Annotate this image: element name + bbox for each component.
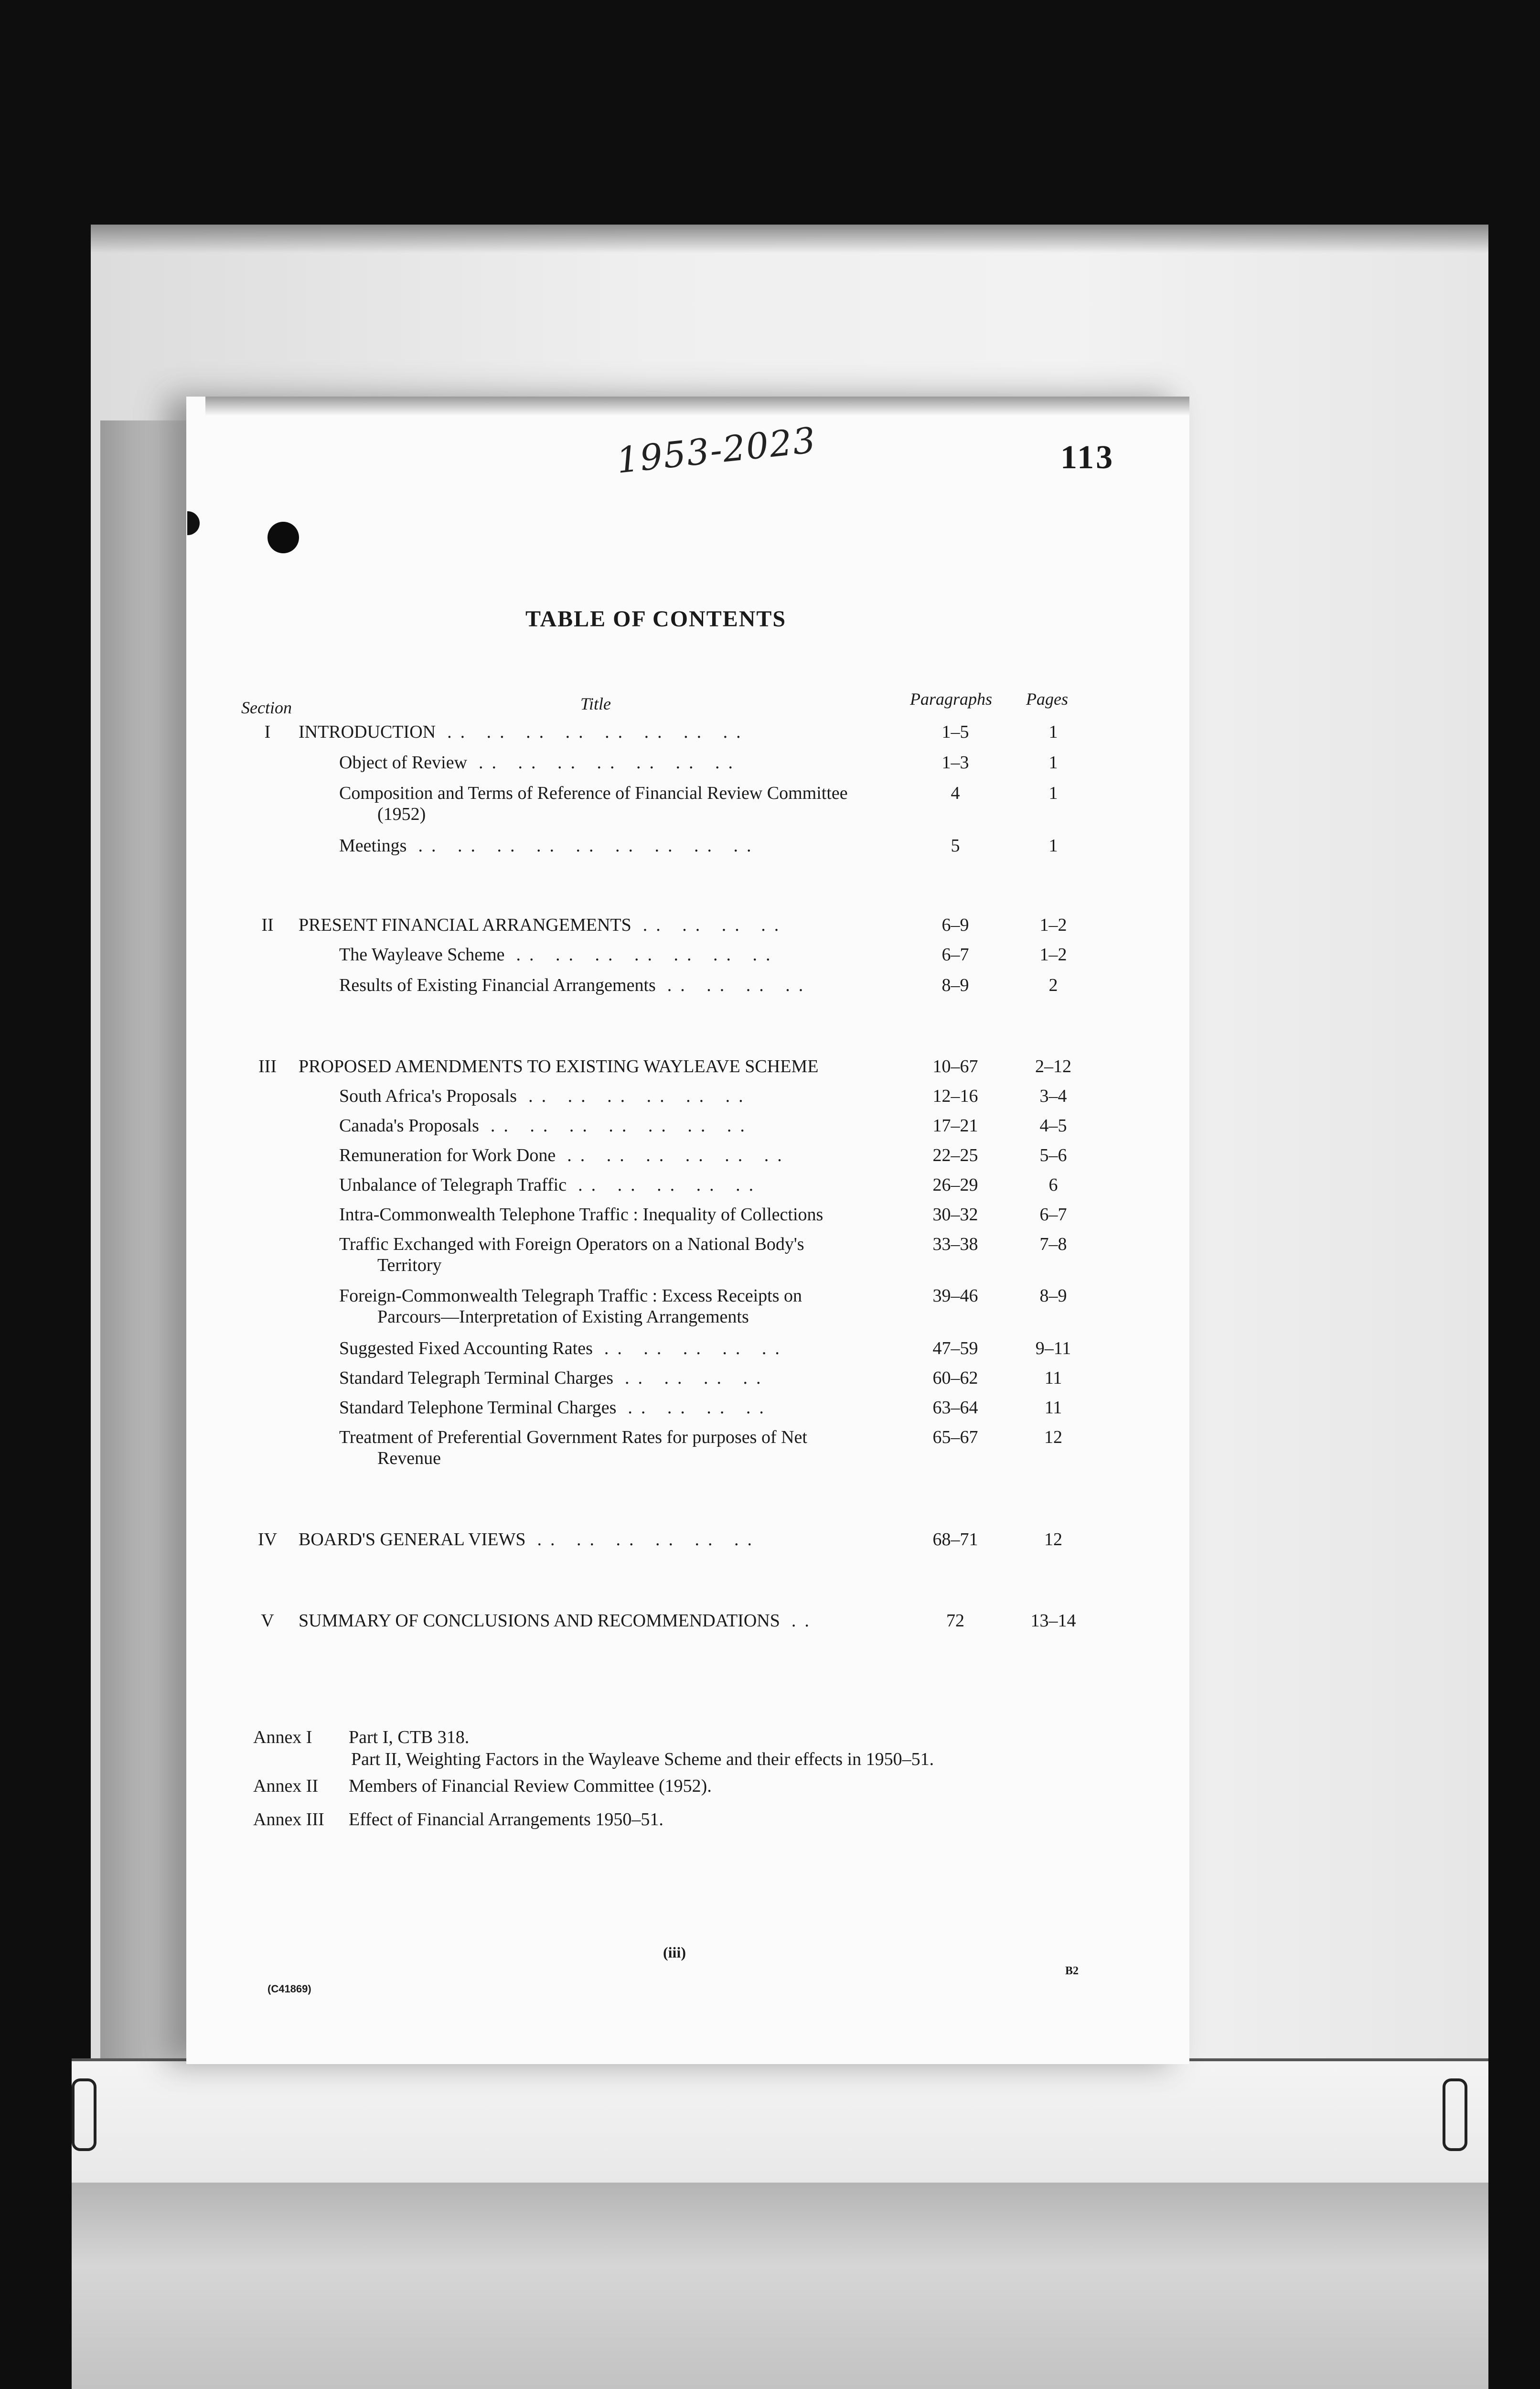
toc-section-number: II [261,915,274,935]
toc-pages: 11 [1044,1368,1062,1388]
binder-clip-left-icon [72,2078,96,2151]
annex-text: Members of Financial Review Committee (1952). [349,1776,712,1796]
annex-label: Annex I [253,1727,312,1747]
dot-leader: .. .. .. .. [625,1368,770,1388]
dot-leader: .. .. .. .. .. .. [567,1145,791,1165]
toc-section-number: IV [257,1529,278,1550]
dot-leader: .. .. .. .. .. .. [528,1086,752,1106]
toc-entry-title-text: Unbalance of Telegraph Traffic [339,1175,567,1195]
toc-section-number: III [258,1056,277,1076]
toc-entry-title-text: Treatment of Preferential Government Rates for purposes of Net [339,1427,807,1447]
toc-entry-title-text: INTRODUCTION [299,722,436,742]
toc-paragraphs: 39–46 [932,1286,978,1306]
handwritten-reference: 1953-2023 [614,420,819,482]
mount-bottom-strip [72,2058,1488,2185]
column-header-section: Section [241,698,292,717]
toc-paragraphs: 1–3 [941,753,969,773]
annex-label: Annex II [253,1776,319,1796]
toc-title: TABLE OF CONTENTS [525,606,787,632]
column-header-paragraphs: Paragraphs [910,689,993,709]
toc-entry-title-text: The Wayleave Scheme [339,945,505,965]
toc-entry-title-text: Standard Telephone Terminal Charges [339,1398,617,1418]
toc-pages: 12 [1044,1427,1062,1447]
toc-pages: 11 [1044,1398,1062,1418]
toc-pages: 8–9 [1039,1286,1067,1306]
toc-paragraphs: 72 [946,1611,964,1631]
column-header-title: Title [580,694,611,713]
toc-entry-title-text: PROPOSED AMENDMENTS TO EXISTING WAYLEAVE SCHEME [299,1056,819,1076]
page-top-shadow [205,397,1189,416]
punch-hole-icon [267,522,299,553]
toc-paragraphs: 17–21 [932,1116,978,1136]
folio: (iii) [663,1944,686,1961]
toc-entry-title-continuation: Territory [377,1255,442,1275]
annex-text: Part I, CTB 318. [349,1727,470,1747]
dot-leader: .. [791,1611,818,1631]
toc-paragraphs: 47–59 [932,1338,978,1358]
toc-paragraphs: 30–32 [932,1205,978,1225]
toc-paragraphs: 12–16 [932,1086,978,1106]
annex-entry [253,1809,663,1830]
toc-paragraphs: 1–5 [941,722,969,742]
toc-paragraphs: 6–9 [941,915,969,935]
toc-entry-title [339,1285,946,1327]
annex-entry [253,1727,469,1748]
toc-paragraphs: 33–38 [932,1234,978,1254]
toc-entry-title-text: Results of Existing Financial Arrangements [339,975,656,995]
toc-entry-title [339,975,946,996]
toc-pages: 1 [1048,722,1058,742]
toc-paragraphs: 26–29 [932,1175,978,1195]
toc-pages: 4–5 [1039,1116,1067,1136]
dot-leader: .. .. .. .. [667,975,812,995]
toc-entry-title-text: Meetings [339,836,407,856]
toc-pages: 1 [1048,836,1058,856]
toc-pages: 1–2 [1039,915,1067,935]
dot-leader: .. .. .. .. .. [578,1175,762,1195]
toc-entry-title [299,1529,948,1550]
toc-pages: 7–8 [1039,1234,1067,1254]
toc-entry-title [339,1427,946,1469]
dot-leader: .. .. .. .. .. .. .. .. .. [418,836,760,856]
toc-entry-title [339,1338,946,1359]
toc-entry-title-text: Standard Telegraph Terminal Charges [339,1368,614,1388]
dot-leader: .. .. .. .. [628,1398,772,1418]
page-number: 113 [1060,439,1115,476]
toc-entry-title [339,1367,946,1388]
toc-entry-title-text: BOARD'S GENERAL VIEWS [299,1529,526,1550]
toc-pages: 6–7 [1039,1205,1067,1225]
toc-section-number: I [264,722,271,742]
toc-pages: 6 [1048,1175,1058,1195]
toc-entry-title-text: Composition and Terms of Reference of Financial Review Committee [339,783,848,803]
mount-shadow [91,225,1488,253]
dot-leader: .. .. .. .. .. .. .. [516,945,779,965]
toc-entry-title-text: Remuneration for Work Done [339,1145,556,1165]
signature-mark: B2 [1065,1965,1079,1977]
binder-clip-right-icon [1443,2078,1467,2151]
dot-leader: .. .. .. .. .. .. [537,1529,761,1550]
toc-pages: 1–2 [1039,945,1067,965]
toc-pages: 1 [1048,753,1058,773]
toc-entry-title [339,752,946,773]
toc-paragraphs: 10–67 [932,1056,978,1076]
toc-paragraphs: 5 [951,836,960,856]
toc-entry-title-text: South Africa's Proposals [339,1086,517,1106]
toc-entry-title [339,1086,946,1107]
toc-entry-title [339,1145,946,1166]
toc-entry-title-continuation: Revenue [377,1448,441,1468]
annex-text: Effect of Financial Arrangements 1950–51. [349,1809,663,1829]
toc-entry-title [299,1056,948,1077]
toc-entry-title [299,721,948,743]
annex-text-line2: Part II, Weighting Factors in the Wayleave Scheme and their effects in 1950–51. [351,1749,934,1769]
toc-entry-title [339,1397,946,1418]
toc-pages: 13–14 [1030,1611,1076,1631]
toc-paragraphs: 4 [951,783,960,803]
toc-pages: 9–11 [1035,1338,1071,1358]
toc-entry-title [339,1204,946,1225]
toc-entry-title [339,1115,946,1136]
toc-paragraphs: 22–25 [932,1145,978,1165]
toc-paragraphs: 8–9 [941,975,969,995]
toc-entry-title-text: Suggested Fixed Accounting Rates [339,1338,593,1358]
annex-entry [253,1776,712,1797]
print-code: (C41869) [267,1983,311,1995]
toc-paragraphs: 65–67 [932,1427,978,1447]
toc-entry-title-continuation: (1952) [377,804,426,824]
toc-entry-title-text: PRESENT FINANCIAL ARRANGEMENTS [299,915,631,935]
toc-entry-title [339,944,946,965]
toc-entry-title [299,915,948,936]
dot-leader: .. .. .. .. .. .. .. [490,1116,753,1136]
toc-entry-title [299,1610,948,1631]
toc-paragraphs: 60–62 [932,1368,978,1388]
toc-entry-title-text: Intra-Commonwealth Telephone Traffic : Inequality of Collections [339,1205,823,1225]
dot-leader: .. .. .. .. [642,915,788,935]
toc-entry-title [339,1234,946,1276]
toc-entry-title [339,783,946,825]
dot-leader: .. .. .. .. .. .. .. .. [447,722,749,742]
toc-entry-title-text: Canada's Proposals [339,1116,479,1136]
toc-entry-title-text: Object of Review [339,753,468,773]
annex-label: Annex III [253,1809,324,1829]
toc-pages: 5–6 [1039,1145,1067,1165]
toc-paragraphs: 6–7 [941,945,969,965]
toc-entry-title-text: Foreign-Commonwealth Telegraph Traffic : Excess Receipts on [339,1286,802,1306]
dot-leader: .. .. .. .. .. .. .. [479,753,742,773]
toc-section-number: V [261,1611,274,1631]
toc-paragraphs: 63–64 [932,1398,978,1418]
toc-entry-title-text: SUMMARY OF CONCLUSIONS AND RECOMMENDATIONS [299,1611,780,1631]
toc-pages: 1 [1048,783,1058,803]
toc-pages: 2 [1048,975,1058,995]
toc-entry-title-continuation: Parcours—Interpretation of Existing Arrangements [377,1307,749,1327]
dot-leader: .. .. .. .. .. [604,1338,788,1358]
mount-bottom-area [72,2183,1488,2389]
column-header-pages: Pages [1026,689,1068,709]
toc-entry-title [339,1174,946,1195]
toc-entry-title-text: Traffic Exchanged with Foreign Operators on a National Body's [339,1234,804,1254]
toc-entry-title [339,835,946,856]
toc-paragraphs: 68–71 [932,1529,978,1550]
toc-pages: 12 [1044,1529,1062,1550]
toc-pages: 3–4 [1039,1086,1067,1106]
toc-pages: 2–12 [1035,1056,1071,1076]
page-edge-shadow [100,420,186,2059]
